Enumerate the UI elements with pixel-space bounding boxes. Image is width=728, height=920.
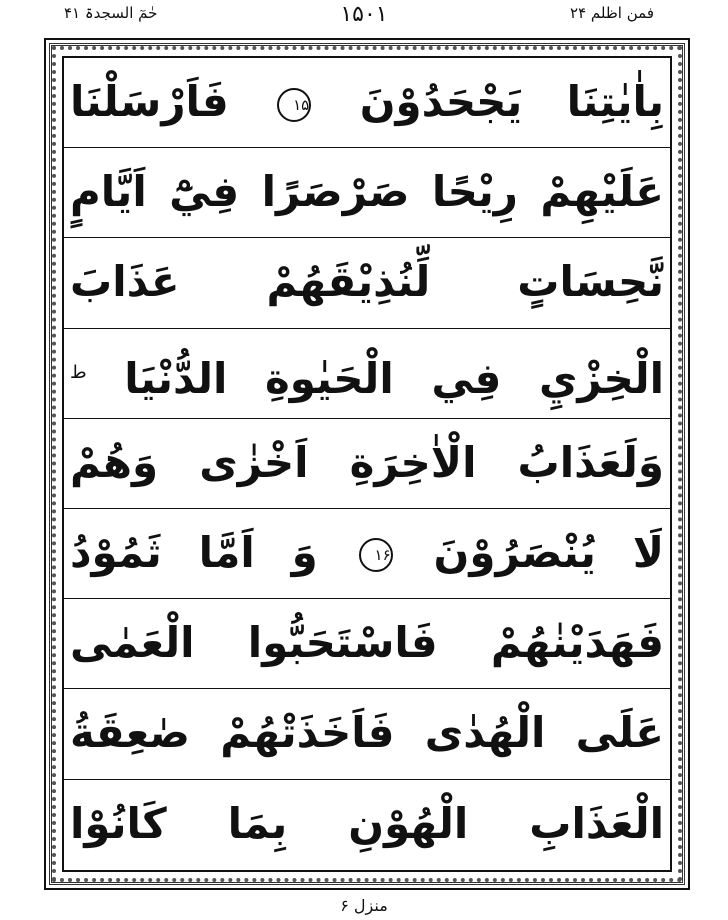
verse-line	[64, 780, 670, 870]
verse-text: بِاٰيٰتِنَا يَجْحَدُوْنَ	[359, 77, 665, 126]
verse-line	[64, 599, 670, 689]
quran-text-block	[64, 58, 670, 870]
verse-line	[64, 419, 670, 509]
page-number: ۱۵۰۱	[340, 2, 388, 27]
manzil-footer: منزل ۶	[340, 896, 388, 915]
verse-text: وَ اَمَّا ثَمُوْدُ	[70, 527, 318, 577]
verse-text: عَلَى الْهُدٰى فَاَخَذَتْهُمْ صٰعِقَةُ	[70, 708, 664, 758]
surah-name-header: حٰمٓ السجدۃ ۴۱	[64, 4, 158, 22]
verse-text: فَهَدَيْنٰهُمْ فَاسْتَحَبُّوا الْعَمٰى	[70, 618, 664, 668]
verse-line	[64, 509, 670, 599]
verse-line	[64, 329, 670, 419]
waqf-sign: ط	[70, 361, 87, 383]
verse-text: نَّحِسَاتٍ لِّنُذِيْقَهُمْ عَذَابَ	[70, 257, 664, 307]
ayah-number-marker: ۱۶	[359, 538, 393, 572]
verse-line	[64, 238, 670, 328]
verse-text: وَلَعَذَابُ الْاٰخِرَةِ اَخْزٰى وَهُمْ	[70, 437, 664, 487]
verse-text: الْعَذَابِ الْهُوْنِ بِمَا كَانُوْا	[70, 798, 664, 848]
verse-line	[64, 58, 670, 148]
verse-text: فَاَرْسَلْنَا	[70, 77, 229, 126]
verse-text: الْخِزْيِ فِي الْحَيٰوةِ الدُّنْيَا	[124, 353, 664, 403]
verse-line	[64, 148, 670, 238]
verse-text: عَلَيْهِمْ رِيْحًا صَرْصَرًا فِيْٓ اَيَّامٍ	[70, 167, 664, 217]
juz-name-header: فمن اظلم ۲۴	[570, 4, 654, 22]
verse-text: لَا يُنْصَرُوْنَ	[433, 527, 665, 577]
verse-line	[64, 689, 670, 779]
ayah-number-marker: ۱۵	[277, 88, 311, 122]
